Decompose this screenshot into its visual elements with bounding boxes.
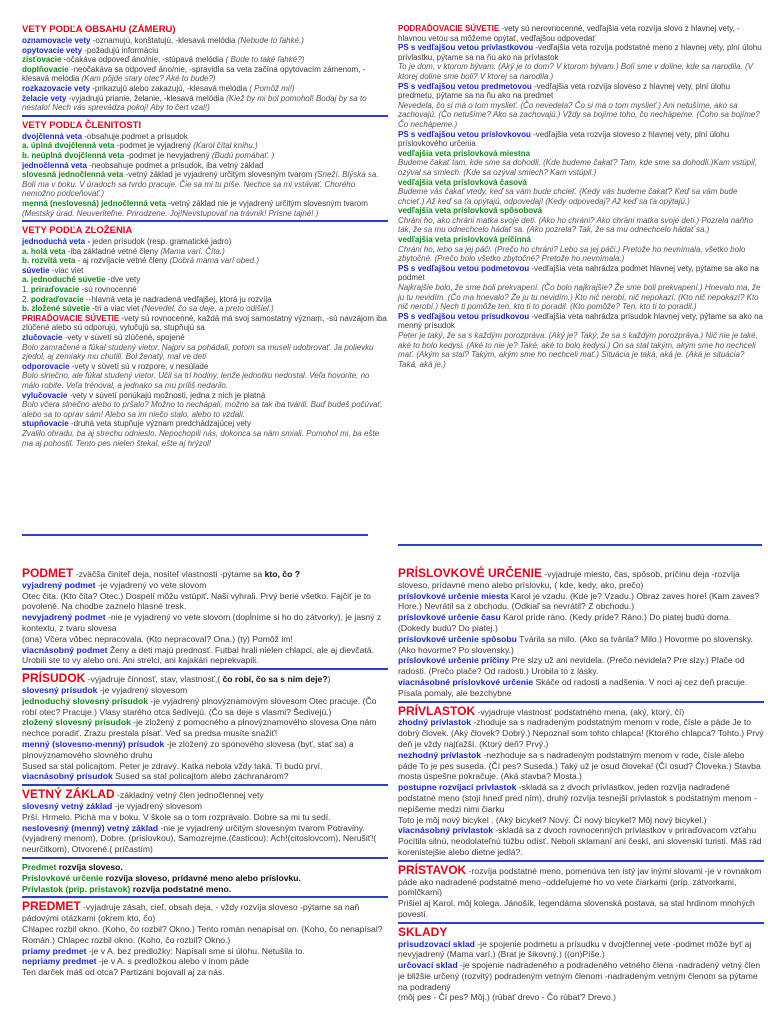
- top-divider-right: [398, 544, 762, 546]
- text-line: [398, 245, 764, 264]
- text-line: [398, 815, 764, 826]
- text-line: [22, 314, 388, 333]
- term: vedľajšia veta príslovková príčinná: [398, 235, 531, 245]
- text-line: [22, 151, 388, 161]
- text-line: [22, 161, 388, 171]
- text-line: [22, 94, 388, 113]
- section-title: VETY PODĽA ČLENITOSTI: [22, 115, 388, 131]
- term: SKLADY: [398, 924, 448, 939]
- term: podraďovacie: [30, 294, 84, 304]
- text-line: [22, 429, 388, 448]
- section: [22, 568, 388, 666]
- section-title: VETY PODĽA OBSAHU (ZÁMERU): [22, 24, 176, 35]
- term: neslovesný (menný) vetný základ: [22, 822, 159, 833]
- term: oznamovacie vety: [22, 36, 91, 45]
- body-text: -je spojenie nadradeného a podradeného vetného člena -nadradený vetný člen je bližšie určený (rozvitý) podradeným vetným členom -nadradeným vetným členom sa pýtame na podradený: [398, 960, 761, 992]
- text-line: [22, 812, 388, 823]
- term: PODMET: [22, 566, 74, 580]
- text-line: [22, 717, 388, 739]
- term: príslovkové určenie spôsobu: [398, 633, 517, 644]
- term: čo robí, čo sa s ním deje?: [222, 674, 328, 685]
- text-line: [398, 634, 764, 656]
- body-text: -vetný základ nie je vyjadrený určitým slovesným tvarom: [166, 198, 368, 208]
- text-line: [398, 825, 764, 857]
- example-text: Chráni ho, lebo sa jej páči. (Prečo ho chráni? Lebo sa jej páči.) Pretože ho nevnímala, všetko bolo zbytočné. (Prečo bolo všetko zbytočné? Pretože ho nevnímala.): [398, 244, 746, 264]
- term: menná (neslovesná) jednočlenná veta: [22, 198, 167, 208]
- text-line: [398, 216, 764, 235]
- text-line: [22, 801, 388, 812]
- term: viacnásobné príslovkové určenie: [398, 676, 534, 687]
- term: rozvíja podstatné meno.: [130, 883, 232, 894]
- term: menný (slovesno-menný) prísudok: [22, 738, 165, 749]
- example-text: Nevedela, čo si má o tom myslieť. (Čo nevedela? Čo si má o tom myslieť.) Ani netušíme, ako sa zachovajú. (Čo netušíme? Ako sa zachovajú.) Vždy sa bojíme toho, čo nechápeme. (Čoho sa bojíme? Čo nechápeme.): [398, 100, 760, 129]
- section: [22, 24, 388, 113]
- term: súvetie: [22, 265, 50, 275]
- term: želacie vety: [22, 93, 67, 103]
- body-text: -vety v súvetí sú v rozpore, v nesúlade: [69, 361, 209, 371]
- body-text: Skáče od radosti a nadšenia. V noci aj cez deň pracuje. Písala pomaly, ale bezchybne: [398, 676, 748, 698]
- text-line: [22, 884, 388, 895]
- section: [398, 922, 764, 1004]
- text-line: [22, 391, 388, 401]
- body-text: -základný vetný člen jednočlennej vety: [114, 790, 264, 801]
- text-line: [398, 149, 764, 159]
- text-line: [398, 677, 764, 699]
- term: viacnásobný podmet: [22, 644, 108, 655]
- term: slovesný vetný základ: [22, 800, 113, 811]
- body-text: -viac viet: [49, 265, 84, 275]
- term: kto, čo ?: [264, 569, 300, 579]
- term: Predmet: [22, 861, 57, 872]
- example-text: Peter je taký, že sa s každým porozpráva. (Aký je? Taký, že sa s každým porozpráva.) Nič nie je také, aké to bolo kedysi. (Aké to nie je? Také, aké to bolo kedysi.) On sa stal takým, akým sme ho nechceli mať. (Akým sa stal? Takým, akým sme ho nechceli mať.) Situácia je taká, aká je. (Aká je situácia? Taká, aká je.): [398, 331, 758, 369]
- example-text: Bolo slnečno, ale fúkal studený vietor. Učil sa tri hodiny, lenže jednotku nedostal. Veľa hovorite, no málo robite. Veľa trénoval, a jednako sa mu príliš nedarilo.: [22, 371, 370, 390]
- text-line: [22, 568, 388, 580]
- term: doplňovacie: [22, 64, 69, 74]
- text-line: [22, 141, 388, 151]
- text-line: [22, 761, 388, 772]
- section: [22, 784, 388, 855]
- term: viacnásobný prívlastok: [398, 825, 494, 836]
- text-line: [22, 247, 388, 257]
- body-text: -neobsahuje podmet a prísudok, iba vetný základ: [86, 160, 264, 170]
- text-line: [22, 256, 388, 266]
- body-text: -nezhoduje sa s nadradeným podstatným menom v rode, čísle alebo páde To je pes suseda. (Čí pes? Suseda.) Taký už je osud človeka! (Čí osud? Človeka.) Stavba mosta úspešne pokračuje. (Aká stavba? Mosta.): [398, 749, 761, 782]
- text-line: [398, 130, 764, 149]
- top-left-column: [22, 24, 388, 450]
- term: nevyjadrený podmet: [22, 612, 106, 623]
- example-text: Zvalilo ohradu, ba aj strechu odnieslo. Nepochopili nás, dokonca sa nám smiali. Pomohol mi, ba ešte ma aj pohostil. Tento pes nielen štekal, ešte aj hrýzol!: [22, 428, 380, 448]
- body-text: 2.: [22, 294, 31, 304]
- body-text: Ten darček máš od otca? Partizáni bojovali aj za nás.: [22, 967, 225, 978]
- example-text: Budeme vás čakať vtedy, keď sa vám bude chcieť. (Kedy vás budeme čakať? Keď sa vám bude chcieť.) Až keď sa ťa opýtajú, odpovedaj! (Kedy odpovedaj? Až keď sa ťa opýtajú.): [398, 187, 738, 206]
- example-text: (Nevedel, čo sa deje, a preto odišiel.): [141, 304, 274, 314]
- text-line: [398, 568, 764, 591]
- term: b. rozvitá veta: [22, 256, 76, 266]
- text-line: [22, 84, 388, 94]
- body-text: -vyjadruje činnosť, stav, vlastnosť,(: [85, 674, 223, 685]
- term: zhodný prívlastok: [398, 717, 472, 728]
- term: priraďovacie: [30, 285, 80, 295]
- term: vedľajšia veta príslovková spôsobová: [398, 206, 543, 216]
- body-text: -nie je vyjadrený vo vete slovom (dopĺníme si ho do zátvorky), je jasný z kontextu, z tvaru slovesa: [22, 612, 382, 633]
- body-text: (môj pes - Čí pes? Môj.) (rúbať drevo - Čo rúbať? Drevo.): [398, 992, 617, 1003]
- body-text: -je v A. bez predložky: Napísali sme si úlohu. Netušila to.: [86, 945, 305, 956]
- term: jednoduchý slovesný prísudok: [22, 695, 149, 706]
- body-text: -dve vety: [105, 275, 141, 285]
- body-text: -vyjadruje vlastnosť podstatného mena, (aký, ktorý, čí): [475, 706, 685, 717]
- body-text: --hlavná veta je nadradená vedľajšej, ktorá ju rozvíja: [83, 294, 272, 304]
- body-text: Sused sa stal policajtom alebo záchranárom?: [112, 771, 289, 782]
- text-line: [398, 206, 764, 216]
- term: b. zložené súvetie: [22, 304, 91, 314]
- section: [22, 896, 388, 978]
- term: priamy predmet: [22, 945, 87, 956]
- body-text: jeden prísudok (resp. gramatické jadro): [90, 237, 232, 247]
- text-line: [398, 43, 764, 62]
- example-text: (Kam pôjde stary otec? Aké to bude?): [81, 74, 216, 84]
- text-line: [22, 956, 388, 967]
- body-text: -vedľajšia veta rozvíja podstatné meno z hlavnej vety, plní úlohu prívlastku, pýtame sa na ňu ako na prívlastok: [398, 43, 762, 62]
- term: príslovkové určenie príčiny: [398, 655, 510, 666]
- body-text: -je v A. s predložkou alebo v inom páde: [96, 956, 249, 967]
- text-line: [398, 939, 764, 961]
- term: určovací sklad: [398, 960, 458, 971]
- text-line: [22, 266, 388, 276]
- section: [398, 701, 764, 858]
- section: [22, 115, 388, 218]
- bottom-right-column: [398, 568, 764, 1005]
- body-text: -druhá veta stupňuje význam predchádzajúcej vety: [68, 419, 252, 429]
- term: rozvíja sloveso, prídavné meno alebo príslovku.: [103, 872, 301, 883]
- term: zložený slovesný prísudok: [22, 717, 131, 728]
- term: vedľajšia veta príslovková časová: [398, 177, 527, 187]
- text-line: [22, 199, 388, 218]
- body-text: -prikazujú alebo zakazujú, -klesavá melódia: [90, 83, 250, 93]
- body-text: -obsahuje podmet a prísudok: [82, 131, 188, 141]
- body-text: Tvárila sa milo. (Ako sa tvárila? Milo.) Hovorme po slovensky. (Ako hovorme? Po slovensky.): [398, 633, 754, 655]
- body-text: -vedľajšia veta nahrádza prísudok hlavnej vety, pýtame sa ako na menný prísudok: [398, 311, 763, 331]
- text-line: [22, 901, 388, 924]
- example-text: (Kiež by mi bol pomohol! Bodaj by sa to nestalo! Nech vás sprevádza pokoj! Aby to čert vzal!): [22, 93, 367, 113]
- body-text: -skladá sa z dvoch rovnocenných prívlastkov v priraďovacom vzťahu Pocítila silnú, neodolateľnú túžbu odísť. Neboli sklamaní ani českí, ani slovenskí turisti. Máš rád korenistejšie alebo dietne jedlá?.: [398, 825, 762, 857]
- body-text: Pre slzy už ani nevidela. (Prečo nevidela? Pre slzy.) Plače od radosti. (Prečo plače? Od radosti.) Urobila to z lásky.: [398, 655, 745, 677]
- body-text: Karol príde ráno. (Kedy príde? Ráno.) Do piatej budú doma. (Dokedy budú? Do piatej.): [398, 612, 731, 633]
- term: viacnásobný prísudok: [22, 771, 113, 782]
- term: zisťovacie: [22, 55, 62, 65]
- term: nepriamy predmet: [22, 956, 97, 967]
- text-line: [398, 62, 764, 81]
- body-text: -nie je vyjadrený určitým slovesným tvarom Potraviny.(vyjadrený menom), Dobre. (príslovkou), Samozrejme.(časticou): Ach!(citoslovcom), Nerušiť!( neurčitkom), Otvorené.( príčastím): [22, 822, 377, 855]
- text-line: [22, 275, 388, 285]
- text-line: [398, 750, 764, 782]
- term: VETNÝ ZÁKLAD: [22, 787, 115, 802]
- text-line: [22, 237, 388, 247]
- body-text: -je vyjadrený vo vete slovom: [95, 579, 207, 590]
- example-text: ( Pomôž mi!): [249, 83, 295, 93]
- text-line: [398, 312, 764, 331]
- body-text: -vedľajšia veta nahrádza podmet hlavnej vety, pýtame sa ako na podmet: [398, 263, 759, 283]
- text-line: [22, 285, 388, 295]
- term: PS s vedľajšou vetou predmetovou: [398, 81, 532, 91]
- body-text: -skladá sa z dvoch prívlastkov, jeden rozvíja nadradené podstatné meno (stojí hneď pred ním), druhý rozvíja tesnejší prívlastok s podstatným menom -nepíšeme medzi nimi čiarku: [398, 782, 757, 814]
- body-text: -iba základné vetné členy: [65, 246, 161, 256]
- text-line: [398, 782, 764, 814]
- text-line: [22, 673, 388, 685]
- text-line: [398, 992, 764, 1003]
- term: slovesný prísudok: [22, 684, 98, 695]
- body-text: -vetný základ je vyjadrený určitým slovesným tvarom: [123, 170, 315, 180]
- section: [398, 24, 764, 369]
- text-line: [398, 264, 764, 283]
- term: jednočlenná veta: [22, 160, 87, 170]
- example-text: Najkrajšie bolo, že sme boli prekvapení. (Čo bolo najkrajšie? Že sme boli prekvapení.) Hnevalo ma, že ju tu nevidím. (Čo ma hnevalo? Že ju tu nevidím.) Kto nič nerobí, nič nepokazí. (Kto nič nepokazí? Kto nič nerobí.) Nech ti pomôže ten, kto ti to poradil. (Kto pomôže? Ten, kto ti to poradil.): [398, 283, 761, 312]
- body-text: Otec čita. (Kto číta? Otec.) Dospelí môžu vstúpiť. Naši vyhrali. Prvý berie všetko. Fajčiť je to povolené. Na chodbe zaznelo hlasné tresk.: [22, 590, 371, 612]
- text-line: [22, 862, 388, 873]
- term: opytovacie vety: [22, 45, 83, 55]
- text-line: [398, 960, 764, 992]
- body-text: Sused sa stal policajtom. Peter je zdravý. Katka nebola vždy taká. Ti budú prví.: [22, 760, 323, 771]
- text-line: [398, 655, 764, 677]
- text-line: [22, 132, 388, 142]
- text-line: [398, 24, 764, 43]
- text-line: [22, 46, 388, 56]
- text-line: [398, 187, 764, 206]
- term: prisudzovací sklad: [398, 938, 475, 949]
- text-line: [398, 703, 764, 718]
- body-text: -je zložený z pomocného a plnovýznamového slovesa Ona nám nechce poradiť. Zrazu prestala písať. Veď sa predsa musíte snažiť!: [22, 717, 377, 739]
- example-text: (Dobrá mama varí obed.): [169, 256, 259, 266]
- body-text: -zväčša činiteľ deja, nositeľ vlastnosti -pýtame sa: [73, 569, 265, 579]
- text-line: [398, 331, 764, 369]
- text-line: [22, 304, 388, 314]
- term: PREDMET: [22, 899, 81, 914]
- body-text: -vety v súvetí sú zlúčené, spojené: [62, 333, 185, 343]
- term: nezhodný prívlastok: [398, 749, 482, 760]
- term: odporovacie: [22, 361, 70, 371]
- text-line: [22, 65, 388, 84]
- text-line: [22, 295, 388, 305]
- body-text: -je vyjadrený slovesom: [97, 684, 188, 695]
- body-text: - aj rozvíjacie vetné členy: [75, 256, 170, 266]
- term: Príslovkové určenie: [22, 872, 104, 883]
- text-line: [22, 612, 388, 634]
- term: PRÍSTAVOK: [398, 862, 467, 877]
- text-line: [22, 55, 388, 65]
- text-line: [22, 873, 388, 884]
- text-line: [22, 771, 388, 782]
- body-text: -podmet je nevyjadrený: [124, 150, 212, 160]
- body-text: -tri a viac viet: [90, 304, 142, 314]
- term: PS s vedľajšou vetou podmetovou: [398, 263, 530, 273]
- text-line: [22, 924, 388, 946]
- term: PODRAĎOVACIE SÚVETIE: [398, 24, 500, 33]
- term: PS s vedľajšou vetou prísudkovou: [398, 311, 530, 321]
- example-text: (Mama varí. Číta.): [160, 246, 225, 256]
- text-line: [398, 717, 764, 749]
- text-line: [398, 82, 764, 101]
- term: PRÍSUDOK: [22, 671, 86, 686]
- text-line: [22, 634, 388, 645]
- text-line: [398, 283, 764, 312]
- text-line: [398, 924, 764, 939]
- body-text: -je zložený zo sponového slovesa (byť, stať sa) a plnovýznamového slovného druhu: [22, 738, 354, 760]
- text-line: [22, 580, 388, 591]
- body-text: (ona) Včera vôbec nepracovala. (Kto nepracoval? Ona.) (ty) Pomôž im!: [22, 633, 293, 644]
- term: PS s vedľajšou vetou prívlastkovou: [398, 43, 534, 53]
- body-text: 1.: [22, 285, 31, 295]
- text-line: [22, 696, 388, 718]
- term: a. jednoduché súvetie: [22, 275, 106, 285]
- text-line: [22, 946, 388, 957]
- term: dvojčlenná veta: [22, 131, 83, 141]
- body-text: -je vyjadrený plnovýznamovým slovesom Otec pracuje. (Čo robí otec? Pracuje.) Vlasy starého otca šedivejú. (Čo sa deje s vlasmi? Šedivejú.): [22, 695, 377, 717]
- term: vyjadrený podmet: [22, 579, 96, 590]
- body-text: -sú rovnocenné: [79, 285, 137, 295]
- body-text: Toto je môj nový bicykel . (Aký bicykel? Nový. Čí nový bicykel? Môj nový bicykel.): [398, 814, 707, 825]
- body-text: -vedľajšia veta rozvíja sloveso z hlavnej vety, plní úlohu príslovkového určenia: [398, 129, 730, 149]
- term: PS s vedľajšou vetou príslovkovou: [398, 129, 531, 139]
- section: [22, 857, 388, 894]
- section: [398, 860, 764, 920]
- example-text: Budeme čakať tam, kde sme sa dohodli. (Kde budeme čakať? Tam, kde sme sa dohodli.)Kam vstúpil, ozýval sa smiech. (Kde sa ozýval smiech? Kam vstúpil.): [398, 158, 757, 177]
- term: a. úplná dvojčlenná veta: [22, 141, 115, 151]
- text-line: [22, 645, 388, 667]
- text-line: [398, 612, 764, 634]
- body-text: -vyjadruje miesto, čas, spôsob, príčinu deja -rozvíja sloveso, prídavné meno alebo príslovku, ( kde, kedy, ako, prečo): [398, 569, 740, 590]
- body-text: ): [327, 674, 331, 685]
- body-text: Prší. Hrmelo. Pichá ma v boku. V škole sa o tom rozprávalo. Dobre sa mi tu sedí.: [22, 811, 331, 822]
- text-line: [22, 739, 388, 761]
- body-text: -je vyjadrený slovesom: [112, 800, 203, 811]
- body-text: -vety sú nerovnocenné, vedľajšia veta rozvíja slovo z hlavnej vety, -hlavnou vetou sa môžeme opýtať, vedľajšou odpovedať: [398, 24, 740, 43]
- body-text: -zhoduje sa s nadradeným podstatným menom v rode, čísle a páde Je to dobrý človek. (Aký človek? Dobrý.) Nepoznal som tohto chlapca! (Ktorého chlapca? Tohto.) Prvý deň je vždy najťažší. (Ktorý deň? Prvý.): [398, 717, 764, 749]
- term: Prívlastok (príp. prístavok): [22, 883, 131, 894]
- example-text: (Sneží. Blýska sa. Bolí ma v boku. V úradoch sa tvrdo pracuje. Čie sa mi tu píše. Nechce sa mi vstávať. Chorého nemožno podceňovať.): [22, 170, 379, 199]
- term: b. neúplná dvojčlenná veta: [22, 150, 125, 160]
- text-line: [22, 823, 388, 855]
- text-line: [398, 862, 764, 898]
- text-line: [22, 170, 388, 199]
- term: slovesná jednočlenná veta: [22, 170, 124, 180]
- body-text: -neočakáva sa odpoveď áno/nie, -spravidla sa veta začína opytovacím zámenom, -klesavá melódia: [22, 64, 366, 84]
- term: vylučovacie: [22, 390, 68, 400]
- body-text: -vyjadrujú prianie, želanie, -klesavá melódia: [66, 93, 227, 103]
- example-text: (Mestský úrad. Neuveriteľne. Prirodzene. Joj!Nevstupovať na trávnik! Prísne tajné! ): [22, 208, 319, 218]
- body-text: -je spojenie podmetu a prísudku v dvojčlennej vete -podmet môže byť aj nevyjadrený (Mama varí.) (Brat je šikovný.) ((on)Píše.): [398, 938, 752, 960]
- body-text: Ženy a deti majú prednosť. Futbal hrali nielen chlapci, ale aj dievčatá. Urobili ste to vy alebo oni. Ani strelci, ani kajakári neprekvapili.: [22, 644, 374, 666]
- text-line: [22, 362, 388, 372]
- term: jednoduchá veta -: [22, 237, 91, 247]
- section: [22, 668, 388, 782]
- text-line: [398, 235, 764, 245]
- body-text: -podmet je vyjadrený: [114, 141, 194, 151]
- example-text: (Budú pomáhať. ): [211, 150, 275, 160]
- text-line: [22, 400, 388, 419]
- example-text: Bolo včera slnečno alebo to pršalo? Možno to nechápali, možno sa tak iba tvárili. Buď budeš počúvať, alebo sa to oprav sám! Alebo sa im niečo stalo, alebo to vzdali.: [22, 400, 383, 419]
- term: a. holá veta: [22, 246, 66, 256]
- text-line: [398, 591, 764, 613]
- text-line: [398, 158, 764, 177]
- term: PRÍVLASTOK: [398, 703, 476, 718]
- example-text: (Nebude to ľahké.): [237, 36, 304, 45]
- body-text: -rozvíja podstatné meno, pomenúva ten istý jav inými slovami -je v rovnakom páde ako nadradené podstatné meno -oddeľujeme ho vo vete čiarkami (príp. zátvorkami, pomlčkami): [398, 865, 762, 898]
- body-text: -požadujú informáciu: [82, 45, 159, 55]
- text-line: [22, 343, 388, 362]
- term: zlučovacie: [22, 333, 63, 343]
- example-text: Chráni ho, ako chráni matka svoje deti. (Ako ho chráni? Ako chráni matka svoje deti.) Pozrela naňho tak, že sa mu odnechcelo hádať sa. (Ako pozrela? Tak, že sa mu odnechcelo hádať sa.): [398, 215, 753, 235]
- term: príslovkové určenie miesta: [398, 590, 509, 601]
- text-line: [22, 591, 388, 613]
- section-title: VETY PODĽA ZLOŽENIA: [22, 220, 388, 236]
- body-text: -očakáva odpoveď áno/nie, -stúpavá melódia: [61, 55, 226, 65]
- body-text: -vedľajšia veta rozvíja sloveso z hlavnej vety, plní úlohu predmetu, pýtame sa na ňu ako na predmet: [398, 81, 731, 101]
- text-line: [22, 967, 388, 978]
- body-text: Karol je vzadu. (Kde je? Vzadu.) Obraz zaves hore! (Kam zaves? Hore.) Nevrátil sa z obchodu. (Odkiaľ sa nevrátil? Z obchodu.): [398, 590, 760, 612]
- term: postupne rozvíjací prívlastok: [398, 782, 517, 793]
- term: rozkazovacie vety: [22, 83, 91, 93]
- body-text: -vety v súvetí ponúkajú možnosti, jedna z nich je platná: [67, 390, 266, 400]
- text-line: [22, 419, 388, 429]
- term: príslovkové určenie času: [398, 612, 501, 623]
- term: PRIRAĎOVACIE SÚVETIE: [22, 313, 120, 323]
- text-line: [398, 101, 764, 130]
- body-text: -vyjadruje zásah, cieľ, obsah deja, - vždy rozvíja sloveso -pýtame sa naň pádovými otázkami (okrem kto, čo): [22, 902, 360, 924]
- section: [398, 568, 764, 699]
- text-line: [22, 685, 388, 696]
- body-text: Chlapec rozbil okno. (Koho, čo rozbil? Okno.) Tento román nenapísal on. (Koho, čo nenapísal? Román.) Chlapec rozbil okno. (Koho, čo rozbil? Okno.): [22, 923, 383, 945]
- term: PRÍSLOVKOVÉ URČENIE: [398, 566, 543, 580]
- term: rozvíja sloveso.: [56, 861, 123, 872]
- example-text: (Karol čítal knihu.): [193, 141, 258, 151]
- text-line: [22, 36, 388, 46]
- term: vedľajšia veta príslovková miestna: [398, 148, 531, 158]
- text-line: [398, 898, 764, 920]
- example-text: ( Bude to také ľahké?): [225, 55, 305, 65]
- term: stupňovacie: [22, 419, 69, 429]
- body-text: Prišiel aj Karol, môj kolega. Jánošík, legendárna slovenská postava, sa stal hrdinom mnohých povestí.: [398, 898, 755, 919]
- section: [22, 220, 388, 448]
- top-right-column: [398, 24, 764, 371]
- text-line: [22, 333, 388, 343]
- bottom-left-column: [22, 568, 388, 980]
- top-divider-left: [22, 534, 368, 536]
- text-line: [22, 371, 388, 390]
- body-text: -vety sú rovnocenné, každá má svoj samostatný význam, -sú navzájom iba zlúčené alebo sú odporujú, vylučujú sa, stupňujú sa: [22, 313, 387, 333]
- body-text: -oznamujú, konštatujú, -klesavá melódia: [90, 36, 238, 45]
- text-line: [22, 789, 388, 801]
- text-line: [398, 178, 764, 188]
- example-text: To je dom, v ktorom bývam. (Aký je to dom? V ktorom bývam.) Bolí sme v doline, kde sa narodila. (V ktorej doline sme boli? V ktorej sa narodila.): [398, 62, 753, 81]
- example-text: Bolo zamračené a fúkal studený vietor. Najprv sa pohádali, potom sa museli udobrovať. Ja polievku zjedol, aj zemiaky mu chutili. Bol ženatý, mal ve deti: [22, 342, 374, 362]
